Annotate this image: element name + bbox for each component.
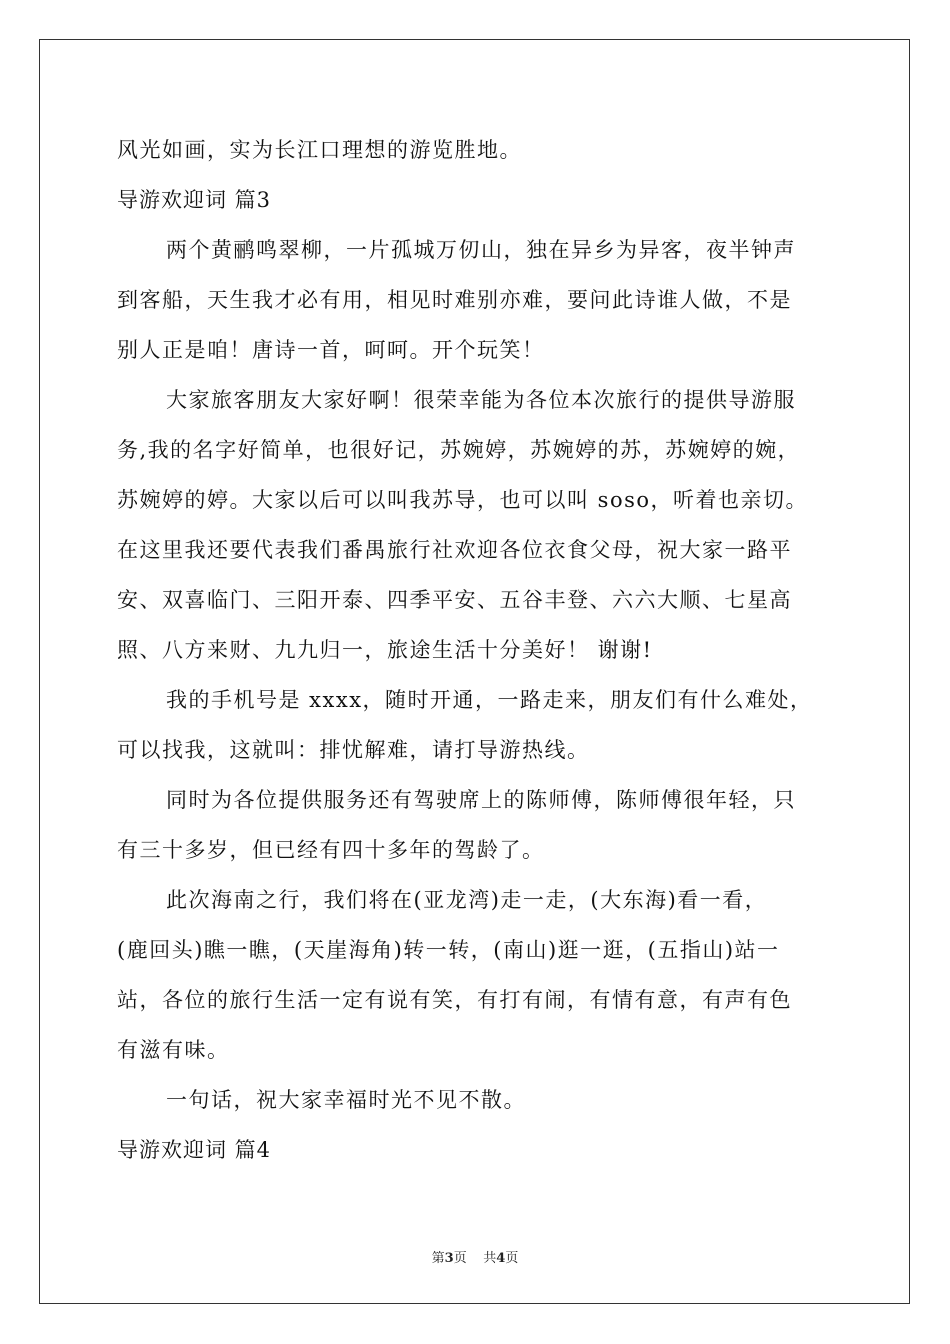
text-line [117, 1025, 857, 1075]
page-footer [0, 1247, 950, 1266]
text-line [117, 375, 857, 425]
line-text: 一句话，祝大家幸福时光不见不散。 [166, 1088, 526, 1112]
line-text: 两个黄鹂鸣翠柳，一片孤城万仞山，独在异乡为异客，夜半钟声 [166, 238, 796, 262]
line-text: 我的手机号是 xxxx，随时开通，一路走来，朋友们有什么难处， [166, 688, 813, 712]
text-line [117, 425, 857, 475]
line-text: 风光如画，实为长江口理想的游览胜地。 [117, 138, 522, 162]
text-line [117, 225, 857, 275]
line-text: 照、八方来财、九九归一，旅途生活十分美好！ 谢谢! [117, 638, 653, 662]
line-text: 到客船，天生我才必有用，相见时难别亦难，要问此诗谁人做，不是 [117, 288, 792, 312]
text-line [117, 625, 857, 675]
page-number: 3 [444, 1251, 454, 1266]
line-text: 安、双喜临门、三阳开泰、四季平安、五谷丰登、六六大顺、七星高 [117, 588, 792, 612]
text-line [117, 675, 857, 725]
page-suffix: 页 [453, 1251, 467, 1266]
line-text: 同时为各位提供服务还有驾驶席上的陈师傅，陈师傅很年轻，只 [166, 788, 796, 812]
line-text: 别人正是咱！唐诗一首，呵呵。开个玩笑！ [117, 338, 545, 362]
total-pages: 4 [496, 1251, 506, 1266]
section-heading [117, 1125, 857, 1175]
page-prefix: 第 [431, 1251, 445, 1266]
text-line [117, 575, 857, 625]
total-suffix: 页 [505, 1251, 519, 1266]
line-text: 有滋有味。 [117, 1038, 230, 1062]
line-text: 苏婉婷的婷。大家以后可以叫我苏导，也可以叫 soso，听着也亲切。 [117, 488, 809, 512]
line-text: 有三十多岁，但已经有四十多年的驾龄了。 [117, 838, 545, 862]
line-text: 可以找我，这就叫：排忧解难，请打导游热线。 [117, 738, 590, 762]
line-text: 站，各位的旅行生活一定有说有笑，有打有闹，有情有意，有声有色 [117, 988, 792, 1012]
line-text: 务,我的名字好简单，也很好记，苏婉婷，苏婉婷的苏，苏婉婷的婉， [117, 438, 801, 462]
text-line [117, 475, 857, 525]
text-line [117, 275, 857, 325]
line-text: (鹿回头)瞧一瞧，(天崖海角)转一转，(南山)逛一逛，(五指山)站一 [117, 938, 780, 962]
text-line [117, 825, 857, 875]
text-line [117, 725, 857, 775]
text-line [117, 875, 857, 925]
text-line [117, 775, 857, 825]
section-heading [117, 175, 857, 225]
text-line [117, 975, 857, 1025]
text-line [117, 1075, 857, 1125]
text-line [117, 325, 857, 375]
text-line [117, 925, 857, 975]
total-prefix: 共 [483, 1251, 497, 1266]
line-text: 在这里我还要代表我们番禺旅行社欢迎各位衣食父母，祝大家一路平 [117, 538, 792, 562]
line-text: 此次海南之行，我们将在(亚龙湾)走一走，(大东海)看一看， [166, 888, 768, 912]
heading-text: 导游欢迎词 篇3 [117, 188, 272, 212]
text-line [117, 525, 857, 575]
line-text: 大家旅客朋友大家好啊！很荣幸能为各位本次旅行的提供导游服 [166, 388, 796, 412]
heading-text: 导游欢迎词 篇4 [117, 1138, 272, 1162]
text-line [117, 125, 857, 175]
document-body [117, 125, 857, 1175]
